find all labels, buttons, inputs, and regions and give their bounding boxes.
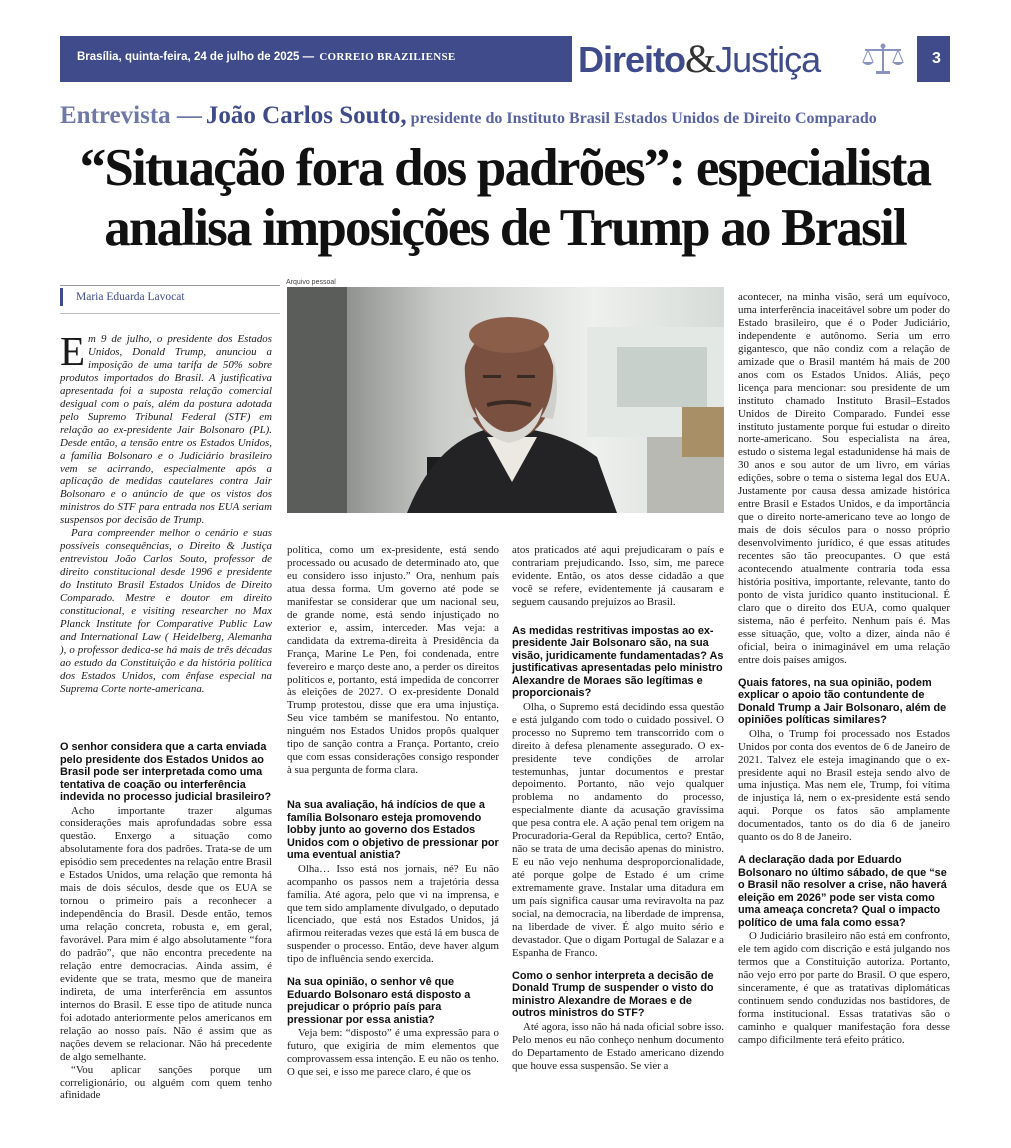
answer-5: Até agora, isso não há nada oficial sobre isso. Pelo menos eu não conheço nenhum documento do Departamento de Estado americano dizendo que houve essa suspensão. Se vier a — [512, 1020, 724, 1072]
scales-of-justice-icon — [860, 42, 906, 76]
answer-3: Veja bem: “disposto” é uma expressão para o futuro, que exigiria de mim elementos que comprovassem essa intenção. E eu não os tenho. O que sei, e isso me parece claro, é que os — [287, 1027, 499, 1079]
question-3: Na sua opinião, o senhor vê que Eduardo Bolsonaro está disposto a prejudicar o próprio país para pressionar por essa anistia? — [287, 976, 471, 1026]
answer-2: Olha… Isso está nos jornais, né? Eu não acompanho os passos nem a trajetória dessa família. Até agora, pelo que vi na imprensa, e que tem sido amplamente divulgado, o deputado licenciado, que está nos Estados Unidos, já afirmou reiteradas vezes que está lá em busca de suspender o processo. Então, deve haver algum tipo de influência sendo exercida. — [287, 862, 499, 966]
byline: Maria Eduarda Lavocat — [76, 291, 185, 303]
answer-6: Olha, o Trump foi processado nos Estados Unidos por conta dos eventos de 6 de Janeiro de 2021. Talvez ele esteja imaginando que o ex-presidente aqui no Brasil esteja sendo alvo de uma injustiça. Mas nem ele, Trump, foi vítima de injustiça lá, nem o ex-presidente está sendo aqui. Porque os fatos são amplamente documentados, tanto os do dia 6 de janeiro quanto os do 8 de Janeiro. — [738, 727, 950, 844]
column-4 — [738, 291, 950, 1047]
answer-3-continued: atos praticados até aqui prejudicaram o país e contrariam prejudicando. Isso, sim, me parece evidente. Então, os atos desse cidadão a que você se refere, evidentemente já causaram e seguem causando prejuízos ao Brasil. — [512, 544, 724, 608]
question-6: Quais fatores, na sua opinião, podem explicar o apoio tão contundente de Donald Trump a Jair Bolsonaro, além de opiniões políticas similares? — [738, 676, 947, 727]
answer-4: Olha, o Supremo está decidindo essa questão e está julgando com todo o cuidado possível. O processo no Supremo tem transcorrido com o direito à defesa plenamente assegurado. O ex-presidente teve condições de arrolar testemunhas, juntar documentos e prestar depoimento. Portanto, não vejo qualquer problema no andamento do processo, especialmente diante da acusação gravíssima que pesa contra ele. A ação penal tem origem na Procuradoria-Geral da República, certo? Então, não se trata de uma decisão apenas do ministro. E eu não vejo nenhuma desproporcionalidade, até porque golpe de Estado é um crime extremamente grave. Instalar uma ditadura em um país significa causar uma reviravolta na paz social, na democracia, na liberdade de imprensa, na liberdade de viver. É algo muito sério e devastador. Que o digam Portugal de Salazar e a Espanha de Franco. — [512, 700, 724, 959]
question-2: Na sua avaliação, há indícios de que a família Bolsonaro esteja promovendo lobby junto ao governo dos Estados Unidos com o objetivo de pressionar por uma eventual anistia? — [287, 799, 499, 862]
answer-1: Acho importante trazer algumas considerações mais aprofundadas sobre essa questão. Enxergo a situação como absolutamente fora dos padrões. Trata-se de um episódio sem precedentes na relação entre Brasil e Estados Unidos, uma relação que remonta há mais de dois séculos, desde que os EUA se tornou o primeiro país a reconhecer a independência do Brasil. Desde então, temos uma relação concreta, robusta e, em geral, favorável. Para mim é algo absolutamente “fora do padrão”, que não encontra precedente na relação entre democracias. Ainda assim, é evidente que se trata, mesmo que de maneira indireta, de uma interferência em assuntos internos do Brasil. E esse tipo de atitude nunca foi adotado anteriormente pelos americanos em relação ao nosso país. Não é assim que as nações devem se relacionar. Não há precedente de algo semelhante. — [60, 804, 272, 1063]
section-title — [578, 38, 820, 81]
date-text: Brasília, quinta-feira, 24 de julho de 2025 — — [77, 51, 315, 63]
header-bar — [60, 36, 950, 82]
headline — [60, 138, 950, 258]
intro-text-1: m 9 de julho, o presidente dos Estados Unidos, Donald Trump, anunciou a imposição de uma tarifa de 50% sobre produtos importados do Brasil. A justificativa apresentada foi a suposta relação comercial desigual com o país, além da postura adotada pelo Supremo Tribunal Federal (STF) em relação ao ex-presidente Jair Bolsonaro (PL). Desde então, a tensão entre os Estados Unidos, a família Bolsonaro e o Judiciário brasileiro vem se acirrando, especialmente após a aplicação de medidas cautelares contra Jair Bolsonaro e o anúncio de que os vistos dos ministros do STF para entrada nos EUA seriam suspensos por decisão de Trump. — [60, 333, 272, 527]
byline-rule-bottom — [60, 313, 280, 314]
page-number: 3 — [932, 50, 941, 67]
intro-paragraph-2: Para compreender melhor o cenário e suas possíveis consequências, o Direito & Justiça entrevistou João Carlos Souto, professor de direito constitucional desde 1996 e presidente do Instituto Brasil Estados Unidos de Direito Comparado. Mestre e doutor em direito constitucional, e visiting researcher no Max Planck Institute for Comparative Public Law and International Law ( Heidelberg, Alemanha ), o professor dedica-se há mais de três décadas ao estudo da Constituição e da história política dos Estados Unidos, com ênfase especial na Suprema Corte norte-americana. — [60, 527, 272, 695]
answer-1-quote: “Vou aplicar sanções porque um correligionário, ou alguém com quem tenho afinidade — [60, 1063, 272, 1102]
byline-accent-bar — [60, 288, 63, 306]
question-7: A declaração dada por Eduardo Bolsonaro no último sábado, de que “se o Brasil não resolver a crise, não haverá eleição em 2026” pode ser vista como uma ameaça concreta? Qual o impacto político de uma fala como essa? — [738, 854, 947, 929]
question-4: As medidas restritivas impostas ao ex-presidente Jair Bolsonaro são, na sua visão, juridicamente fundamentadas? As justificativas apresentadas pelo ministro Alexandre de Moraes são legítimas e proporcionais? — [512, 624, 724, 700]
drop-cap: E — [60, 328, 86, 374]
headline-line-2: analisa imposições de Trump ao Brasil — [104, 199, 906, 257]
answer-5-continued: acontecer, na minha visão, será um equívoco, uma interferência inaceitável sobre um poder do Estado brasileiro, que é o Poder Judiciário, independente e autônomo. Seria um erro gigantesco, que não condiz com a relação de amizade que o Brasil mantém há mais de 200 anos com os Estados Unidos. Aliás, peço licença para mencionar: sou presidente de um instituto chamado Instituto Brasil–Estados Unidos de Direito Comparado. Fundei esse instituto justamente porque fui estudar o direito norte-americano. Sou especialista na área, estudo o sistema legal estadunidense há mais de 30 anos e sou autor de um livro, em várias edições, sobre o tema o sistema legal dos EUA. Justamente por causa dessa amizade histórica entre Brasil e Estados Unidos, e da importância que o direito norte-americano teve ao longo de mais de dois séculos para o nosso próprio desenvolvimento jurídico, é que essas atitudes recentes são tão preocupantes. O que está acontecendo atualmente contraria toda essa história positiva, importante, relevante, tanto do ponto de vista jurídico quanto institucional. É claro que o direito dos EUA, como qualquer sistema, não é perfeito. Nenhum país é. Mas esse situação, que, volto a dizer, ainda não é oficial, beira o inimaginável em uma relação entre dois países amigos. — [738, 291, 950, 666]
answer-1-continued: política, como um ex-presidente, está sendo processado ou acusado de determinado ato, que eu considero isso injusto.” Ora, nenhum país atua dessa forma. Um governo até pode se manifestar se considerar que um nacional seu, de grande nome, está sendo injustiçado no exterior e, assim, interceder. Mas veja: a candidata da extrema-direita à Presidência da França, Marine Le Pen, foi condenada, entre fevereiro e março deste ano, a perder os direitos políticos e, portanto, está impedida de concorrer às eleições de 2027. O ex-presidente Donald Trump protestou, disse que era uma injustiça. Seu vice também se manifestou. No entanto, ninguém nos Estados Unidos propôs qualquer tipo de sanção contra a França. Portanto, creio que com essas considerações consigo responder à sua pergunta de forma clara. — [287, 544, 499, 777]
column-2 — [287, 544, 499, 1079]
dateline — [77, 51, 456, 63]
question-5: Como o senhor interpreta a decisão de Donald Trump de suspender o visto do ministro Alexandre de Moraes e de outros ministros do STF? — [512, 969, 714, 1020]
section-title-part1: Direito — [578, 39, 686, 80]
interviewee-photo — [287, 287, 724, 513]
intro-paragraph-1 — [60, 328, 272, 527]
column-1 — [60, 328, 272, 696]
headline-line-1: “Situação fora dos padrões”: especialista — [79, 139, 931, 197]
photo-credit: Arquivo pessoal — [286, 279, 336, 286]
question-1: O senhor considera que a carta enviada pelo presidente dos Estados Unidos ao Brasil pode ser interpretada como uma tentativa de coação ou interferência indevida no processo judicial brasileiro? — [60, 741, 272, 803]
answer-7: O Judiciário brasileiro não está em confronto, ele tem agido com discrição e está julgando nos termos que a Constituição autoriza. Portanto, não vejo erro por parte do Brasil. O que espero, sinceramente, é que as tratativas diplomáticas continuem sendo conduzidas nos bastidores, de forma institucional. Essas tratativas são o caminho e qualquer manifestação fora desse campo dificilmente terá efeito prático. — [738, 930, 950, 1046]
kicker — [60, 102, 950, 130]
column-1-qa — [60, 741, 272, 1102]
section-title-part2: Justiça — [715, 39, 821, 80]
newspaper-name: CORREIO BRAZILIENSE — [319, 51, 456, 63]
byline-rule-top — [60, 285, 280, 286]
kicker-role: presidente do Instituto Brasil Estados Unidos de Direito Comparado — [410, 110, 877, 127]
kicker-label: Entrevista — — [60, 102, 202, 129]
section-title-ampersand: & — [685, 36, 716, 81]
column-3 — [512, 544, 724, 1073]
portrait-illustration — [287, 287, 724, 513]
section-title-box — [572, 36, 917, 82]
kicker-name: João Carlos Souto, — [205, 102, 407, 129]
